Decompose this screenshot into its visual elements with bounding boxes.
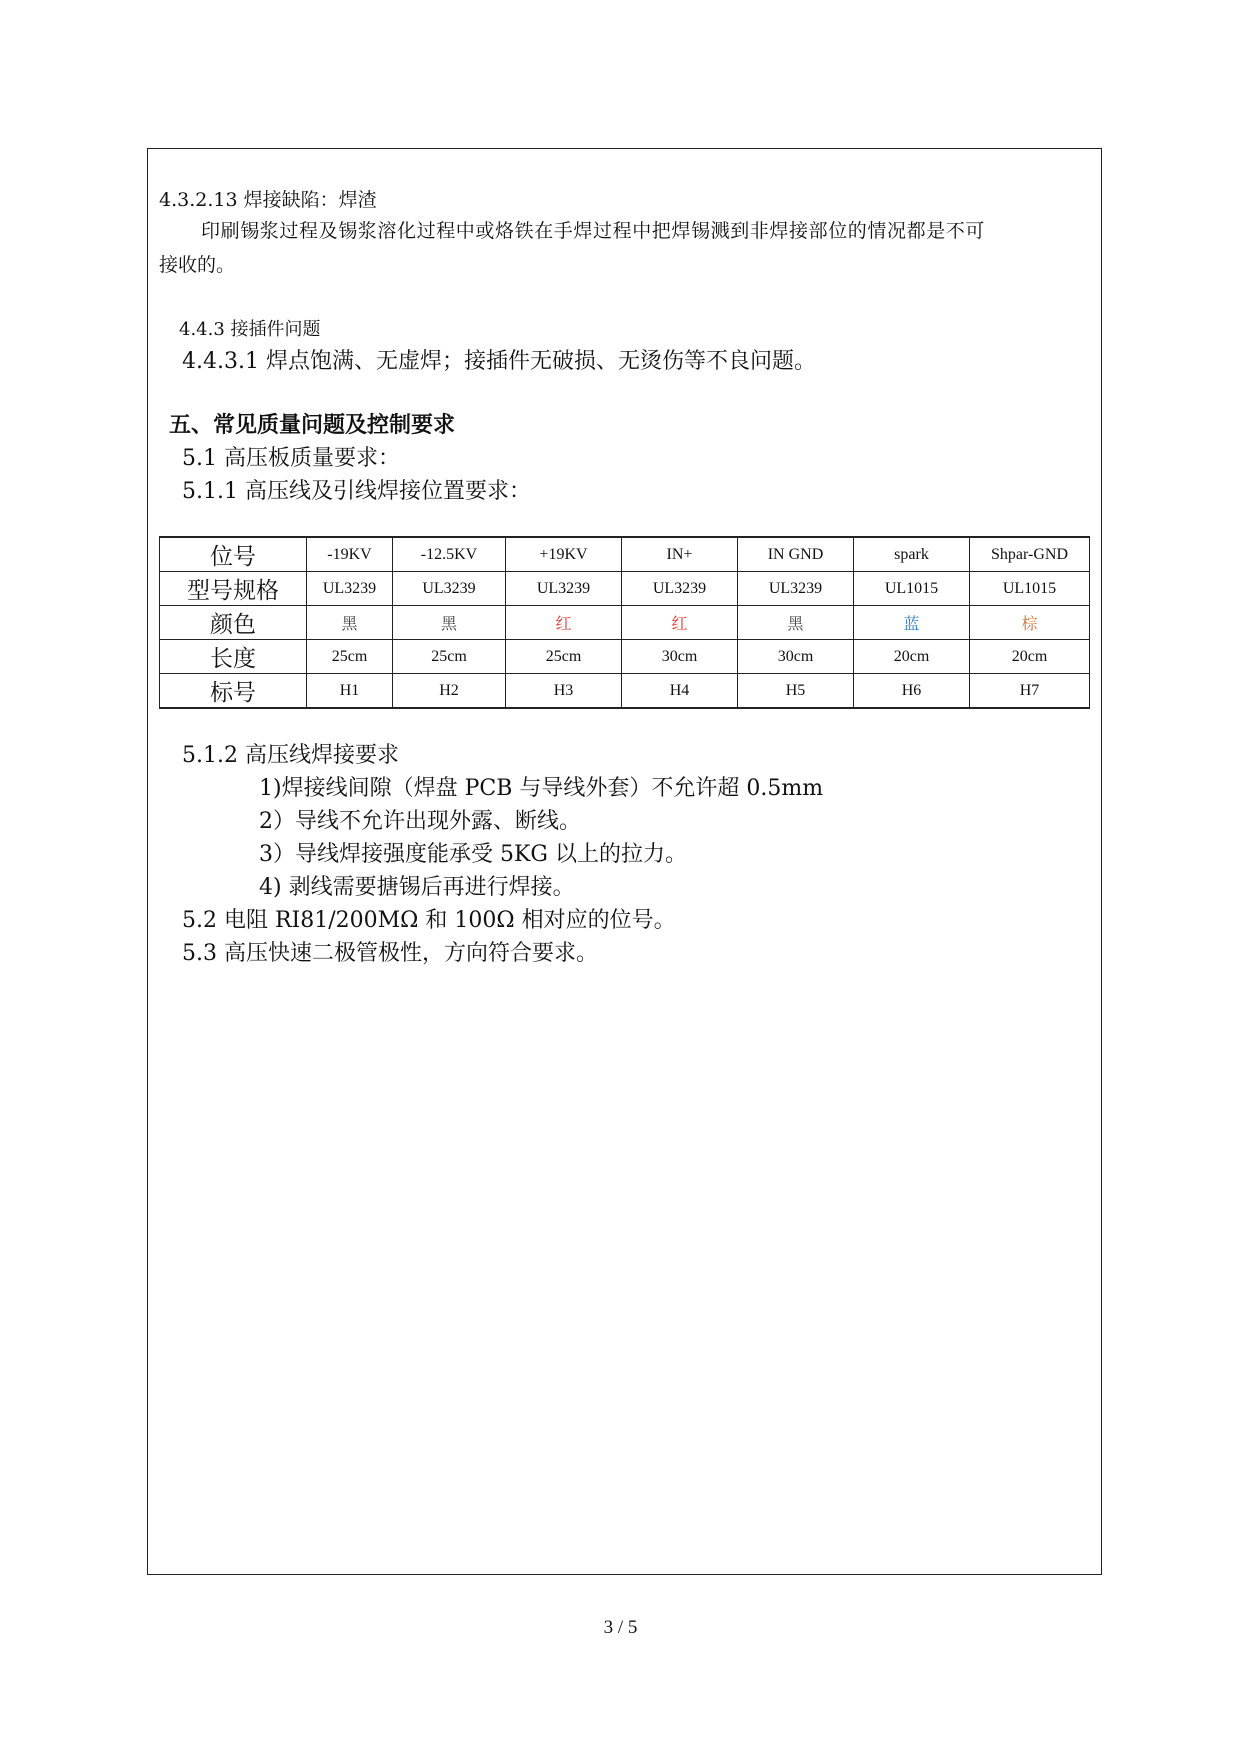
page-number: 3 / 5: [603, 1617, 638, 1638]
table-cell: 30cm: [738, 640, 854, 674]
table-cell: H6: [854, 674, 970, 709]
table-cell: UL3239: [307, 572, 393, 606]
table-row: [160, 674, 1090, 709]
row-label: 长度: [160, 640, 307, 674]
paragraph-line-2: 接收的。: [159, 254, 236, 276]
row-label: 颜色: [160, 606, 307, 640]
table-cell: H3: [506, 674, 622, 709]
table-cell: H5: [738, 674, 854, 709]
table-cell: UL3239: [393, 572, 506, 606]
table-row: [160, 572, 1090, 606]
table-cell: 红: [506, 606, 622, 640]
table-cell: H2: [393, 674, 506, 709]
table-cell: spark: [854, 537, 970, 572]
table-cell: -12.5KV: [393, 537, 506, 572]
row-label: 型号规格: [160, 572, 307, 606]
table-cell: 蓝: [854, 606, 970, 640]
item-5-2: 5.2 电阻 RI81/200MΩ 和 100Ω 相对应的位号。: [182, 908, 676, 933]
table-cell: H7: [970, 674, 1090, 709]
row-label: 标号: [160, 674, 307, 709]
item-5-3: 5.3 高压快速二极管极性，方向符合要求。: [182, 941, 598, 966]
table-cell: UL3239: [622, 572, 738, 606]
heading-5-1: 5.1 高压板质量要求：: [182, 446, 400, 471]
table-cell: UL3239: [506, 572, 622, 606]
requirement-item-2: 2）导线不允许出现外露、断线。: [259, 809, 581, 834]
table-cell: Shpar-GND: [970, 537, 1090, 572]
heading-4-4-3: 4.4.3 接插件问题: [179, 319, 321, 340]
heading-4-3-2-13: 4.3.2.13 焊接缺陷：焊渣: [159, 189, 377, 211]
paragraph-line-1: 印刷锡浆过程及锡浆溶化过程中或烙铁在手焊过程中把焊锡溅到非焊接部位的情况都是不可: [201, 220, 986, 242]
table-row: [160, 537, 1090, 572]
table-cell: 棕: [970, 606, 1090, 640]
table-cell: UL3239: [738, 572, 854, 606]
row-label: 位号: [160, 537, 307, 572]
table-cell: 黑: [738, 606, 854, 640]
table-row: [160, 606, 1090, 640]
table-cell: 20cm: [970, 640, 1090, 674]
heading-5-1-1: 5.1.1 高压线及引线焊接位置要求：: [182, 479, 531, 504]
table-cell: 30cm: [622, 640, 738, 674]
table-cell: H1: [307, 674, 393, 709]
item-4-4-3-1: 4.4.3.1 焊点饱满、无虚焊；接插件无破损、无烫伤等不良问题。: [182, 349, 816, 374]
table-cell: 25cm: [393, 640, 506, 674]
section-5-heading: 五、常见质量问题及控制要求: [169, 412, 456, 438]
table-cell: 25cm: [307, 640, 393, 674]
table-cell: 20cm: [854, 640, 970, 674]
table-cell: UL1015: [970, 572, 1090, 606]
wire-spec-table: [159, 536, 1090, 709]
table-cell: -19KV: [307, 537, 393, 572]
table-cell: IN+: [622, 537, 738, 572]
table-cell: 红: [622, 606, 738, 640]
table-cell: 黑: [307, 606, 393, 640]
heading-5-1-2: 5.1.2 高压线焊接要求: [182, 743, 399, 768]
table-row: [160, 640, 1090, 674]
table-cell: IN GND: [738, 537, 854, 572]
table-cell: UL1015: [854, 572, 970, 606]
table-cell: 黑: [393, 606, 506, 640]
table-cell: +19KV: [506, 537, 622, 572]
table-cell: 25cm: [506, 640, 622, 674]
requirement-item-4: 4) 剥线需要搪锡后再进行焊接。: [259, 875, 575, 900]
requirement-item-3: 3）导线焊接强度能承受 5KG 以上的拉力。: [259, 842, 687, 867]
table-cell: H4: [622, 674, 738, 709]
requirement-item-1: 1)焊接线间隙（焊盘 PCB 与导线外套）不允许超 0.5mm: [259, 776, 824, 801]
